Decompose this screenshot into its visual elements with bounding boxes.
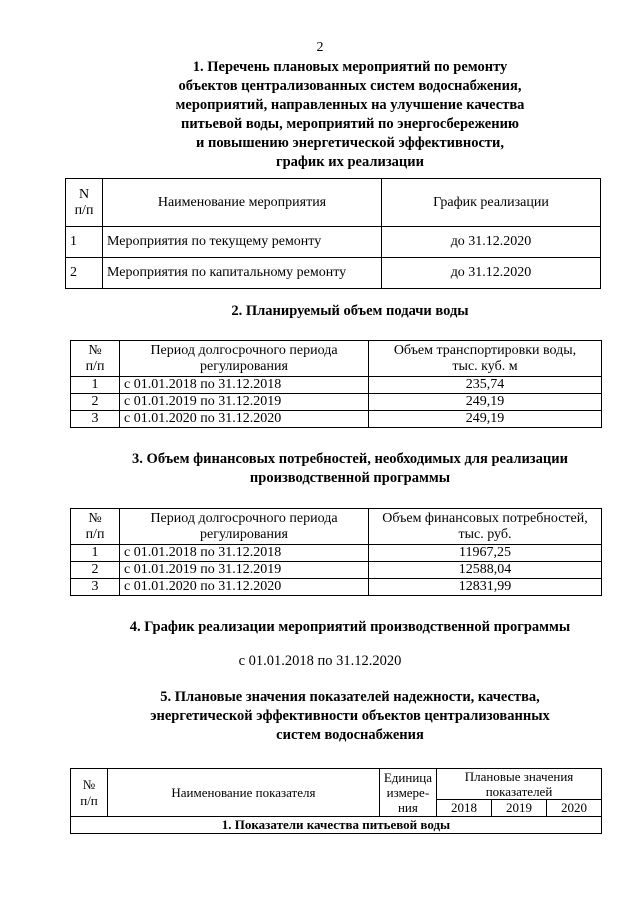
row-value: 235,74 — [369, 377, 602, 394]
table-header-row — [66, 179, 601, 227]
header-unit: Единица измере- ния — [379, 769, 436, 817]
row-schedule: до 31.12.2020 — [382, 258, 601, 289]
table-row — [66, 227, 601, 258]
section3-table — [70, 508, 602, 596]
row-value: 249,19 — [369, 394, 602, 411]
header-schedule: График реализации — [382, 179, 601, 227]
header-period: Период долгосрочного периода регулирования — [120, 341, 369, 377]
header-num: № п/п — [71, 769, 108, 817]
header-year-2020: 2020 — [547, 800, 602, 817]
header-name: Наименование мероприятия — [103, 179, 382, 227]
row-num: 3 — [71, 579, 120, 596]
table-header-row — [71, 341, 602, 377]
header-plan-values: Плановые значения показателей — [437, 769, 602, 800]
table-row — [66, 258, 601, 289]
section3-title-line: 3. Объем финансовых потребностей, необходимых для реализации — [132, 451, 568, 467]
row-value: 11967,25 — [369, 545, 602, 562]
row-name: Мероприятия по текущему ремонту — [103, 227, 382, 258]
section1-title — [60, 58, 640, 172]
row-num: 1 — [71, 377, 120, 394]
table-row — [71, 562, 602, 579]
section5-title — [60, 688, 640, 745]
row-schedule: до 31.12.2020 — [382, 227, 601, 258]
section2-table — [70, 340, 602, 428]
row-value: 12831,99 — [369, 579, 602, 596]
section5-title-line: 5. Плановые значения показателей надежности, качества, — [160, 689, 540, 705]
section5-title-line: энергетической эффективности объектов централизованных — [150, 708, 550, 724]
row-name: Мероприятия по капитальному ремонту — [103, 258, 382, 289]
header-finance: Объем финансовых потребностей, тыс. руб. — [369, 509, 602, 545]
table-row — [71, 377, 602, 394]
table-subheader-row — [71, 817, 602, 834]
row-period: с 01.01.2020 по 31.12.2020 — [120, 411, 369, 428]
row-num: 2 — [71, 394, 120, 411]
header-period: Период долгосрочного периода регулирования — [120, 509, 369, 545]
row-value: 12588,04 — [369, 562, 602, 579]
section1-title-line: и повышению энергетической эффективности, — [196, 135, 504, 151]
row-period: с 01.01.2018 по 31.12.2018 — [120, 377, 369, 394]
section1-title-line: график их реализации — [275, 154, 424, 170]
header-year-2018: 2018 — [437, 800, 492, 817]
section1-title-line: 1. Перечень плановых мероприятий по ремонту — [192, 59, 508, 75]
row-period: с 01.01.2019 по 31.12.2019 — [120, 394, 369, 411]
header-num: N п/п — [66, 179, 103, 227]
subheader-water-quality: 1. Показатели качества питьевой воды — [71, 817, 602, 834]
section5-title-line: систем водоснабжения — [276, 727, 424, 743]
row-value: 249,19 — [369, 411, 602, 428]
row-num: 1 — [71, 545, 120, 562]
section1-title-line: мероприятий, направленных на улучшение качества — [175, 97, 525, 113]
section3-title-line: производственной программы — [249, 470, 451, 486]
table-row — [71, 411, 602, 428]
section2-title: 2. Планируемый объем подачи воды — [231, 303, 469, 319]
section1-title-line: объектов централизованных систем водоснабжения, — [178, 78, 522, 94]
row-num: 2 — [71, 562, 120, 579]
row-num: 2 — [66, 258, 103, 289]
table-row — [71, 545, 602, 562]
table-row — [71, 579, 602, 596]
header-indicator-name: Наименование показателя — [108, 769, 380, 817]
table-header-row — [71, 769, 602, 800]
section3-title — [60, 450, 640, 488]
page-number: 2 — [316, 40, 324, 55]
section1-title-line: питьевой воды, мероприятий по энергосбережению — [180, 116, 520, 132]
row-period: с 01.01.2020 по 31.12.2020 — [120, 579, 369, 596]
row-period: с 01.01.2018 по 31.12.2018 — [120, 545, 369, 562]
row-period: с 01.01.2019 по 31.12.2019 — [120, 562, 369, 579]
header-num: № п/п — [71, 509, 120, 545]
table-row — [71, 394, 602, 411]
section1-table — [65, 178, 601, 289]
table-header-row — [71, 509, 602, 545]
row-num: 1 — [66, 227, 103, 258]
header-volume: Объем транспортировки воды, тыс. куб. м — [369, 341, 602, 377]
header-num: № п/п — [71, 341, 120, 377]
header-year-2019: 2019 — [492, 800, 547, 817]
row-num: 3 — [71, 411, 120, 428]
section4-period: с 01.01.2018 по 31.12.2020 — [238, 653, 402, 669]
section4-title: 4. График реализации мероприятий производственной программы — [129, 619, 571, 635]
section5-table — [70, 768, 602, 834]
